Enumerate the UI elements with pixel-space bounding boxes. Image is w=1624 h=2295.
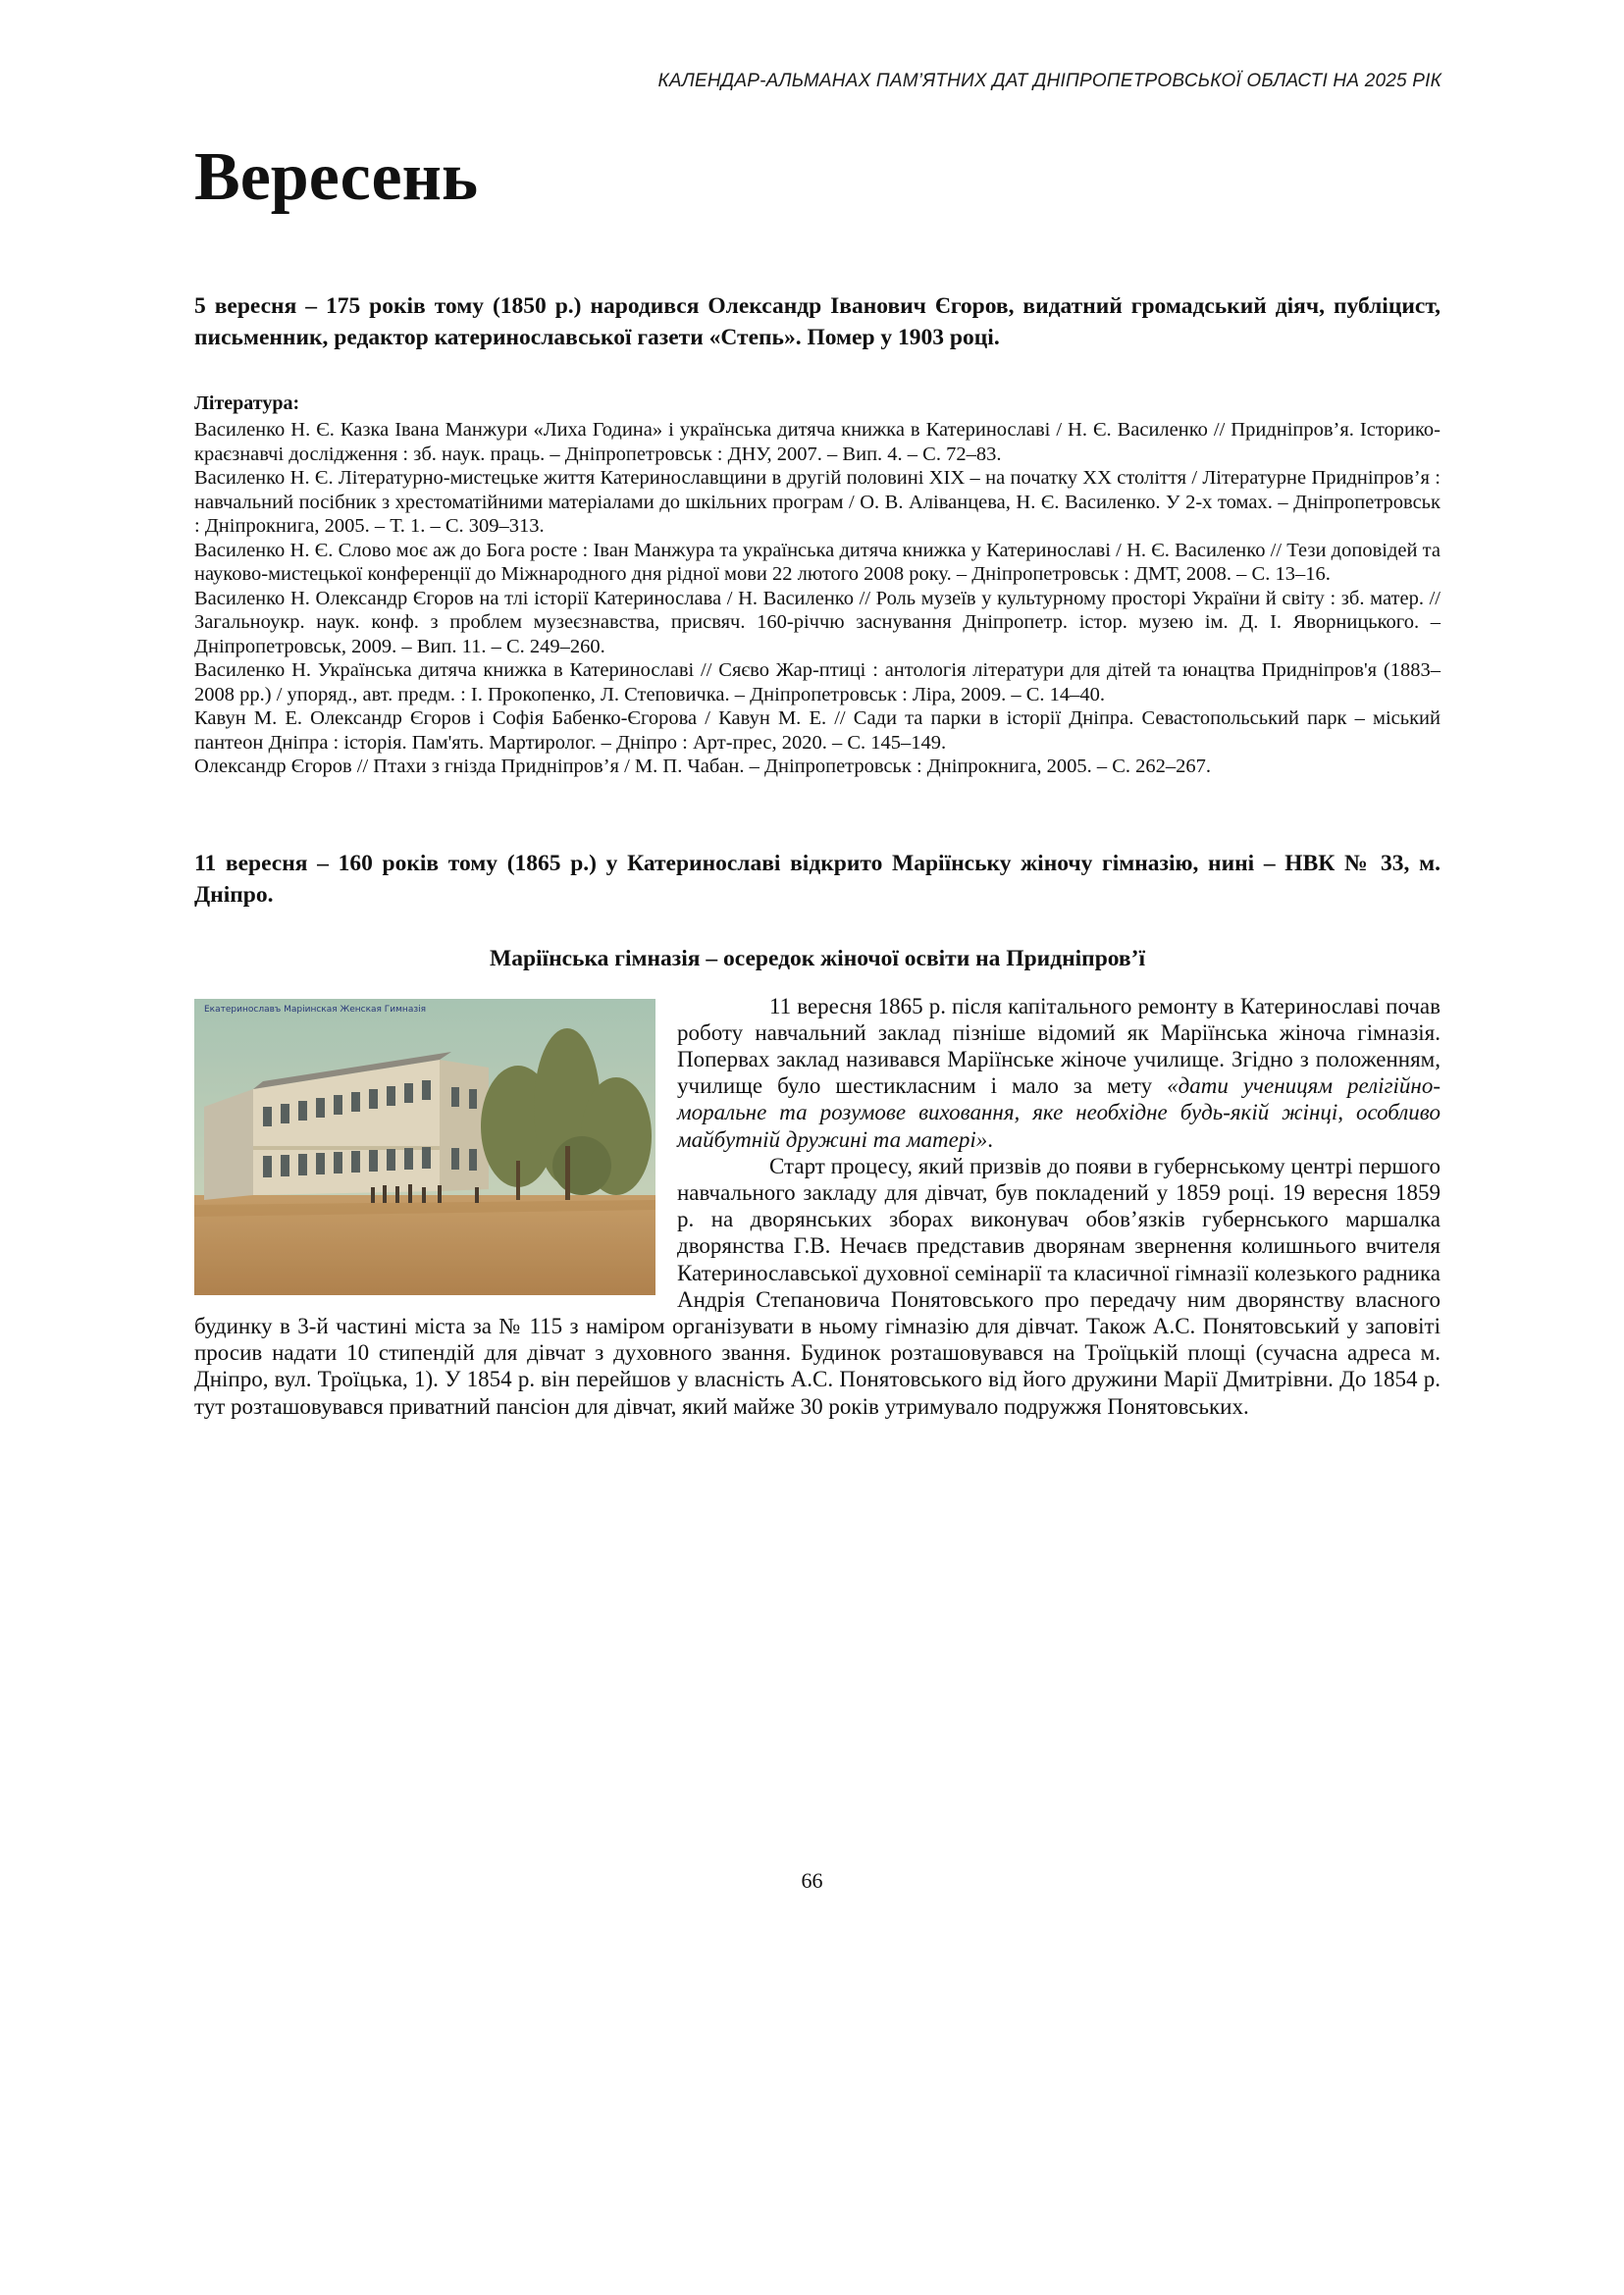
paragraph-1-end: .: [987, 1126, 993, 1152]
photo-caption: Екатеринославъ Маріинская Женская Гимназія: [204, 1004, 427, 1015]
literature-item: Василенко Н. Є. Слово моє аж до Бога росте : Іван Манжура та українська дитяча книжка у Катеринославі / Н. Є. Василенко // Тези доповідей та науково-мистецької конференції до Міжнародного дня рідної мови 22 лютого 2008 року. – Дніпропетровськ : ДМТ, 2008. – С. 13–16.: [194, 539, 1441, 585]
literature-item: Василенко Н. Українська дитяча книжка в Катеринославі // Сяєво Жар-птиці : антологія літератури для дітей та юнацтва Придніпров'я (1883–2008 рр.) / упоряд., авт. предм. : І. Прокопенко, Л. Степовичка. – Дніпропетровськ : Ліра, 2009. – С. 14–40.: [194, 659, 1441, 705]
page-content: [194, 137, 1441, 1420]
article-body: [194, 993, 1441, 1420]
month-title: Вересень: [194, 139, 478, 215]
paragraph-1-text: 11 вересня 1865 р. після капітального ремонту в Катеринославі почав роботу навчальний заклад пізніше відомий як Маріїнська жіноча гімназія. Попервах заклад називався Маріїнське жіноче училище. Згідно з положенням, училище було шестикласним і мало за мету: [677, 993, 1441, 1099]
literature-item: Кавун М. Е. Олександр Єгоров і Софія Бабенко-Єгорова / Кавун М. Е. // Сади та парки в історії Дніпра. Севастопольський парк – міський пантеон Дніпра : історія. Пам'ять. Мартиролог. – Дніпро : Арт-прес, 2020. – С. 145–149.: [194, 707, 1441, 754]
event-heading-2: 11 вересня – 160 років тому (1865 р.) у Катеринославі відкрито Маріїнську жіночу гімназію, нині – НВК № 33, м. Дніпро.: [194, 850, 1441, 908]
event-section-2: [194, 848, 1441, 1420]
paragraph-1-quote: «дати ученицям релігійно-моральне та розумове виховання, яке необхідне будь-якій жінці, особливо майбутній дружині та матері»: [677, 1073, 1441, 1152]
literature-item: Олександр Єгоров // Птахи з гнізда Придніпров’я / М. П. Чабан. – Дніпропетровськ : Дніпрокнига, 2005. – С. 262–267.: [194, 756, 1212, 777]
literature-item: Василенко Н. Є. Казка Івана Манжури «Лиха Година» і українська дитяча книжка в Катеринославі / Н. Є. Василенко // Придніпров’я. Історико-краєзнавчі дослідження : зб. наук. праць. – Дніпропетровськ : ДНУ, 2007. – Вип. 4. – С. 72–83.: [194, 419, 1441, 465]
literature-label: Література:: [194, 392, 300, 414]
literature-item: Василенко Н. Є. Літературно-мистецьке життя Катеринославщини в другій половині ХІХ – на початку ХХ століття / Літературне Придніпров’я : навчальний посібник з хрестоматійними матеріалами до шкільних програм / О. В. Аліванцева, Н. Є. Василенко. У 2-х томах. – Дніпропетровськ : Дніпрокнига, 2005. – Т. 1. – С. 309–313.: [194, 467, 1441, 537]
running-header: КАЛЕНДАР-АЛЬМАНАХ ПАМ’ЯТНИХ ДАТ ДНІПРОПЕТРОВСЬКОЇ ОБЛАСТІ НА 2025 РІК: [657, 71, 1441, 91]
literature-list: [194, 418, 1441, 779]
page-number: 66: [801, 1868, 823, 1893]
event-section-1: [194, 290, 1441, 779]
literature-item: Василенко Н. Олександр Єгоров на тлі історії Катеринослава / Н. Василенко // Роль музеїв у культурному просторі України й світу : зб. матер. // Загальноукр. наук. конф. з проблем музеєзнавства, присвяч. 160-річчю заснування Дніпропетр. істор. музею ім. Д. І. Яворницького. – Дніпропетровськ, 2009. – Вип. 11. – С. 249–260.: [194, 587, 1441, 657]
article-title: Маріїнська гімназія – осередок жіночої освіти на Придніпров’ї: [490, 945, 1145, 971]
article-paragraph-2: Старт процесу, який призвів до появи в губернському центрі першого навчального закладу для дівчат, був покладений у 1859 році. 19 вересня 1859 р. на дворянських зборах виконувач обов’язків губернського маршалка дворянства Г.В. Нечаєв представив дворянам звернення колишнього вчителя Катеринославської духовної семінарії та класичної гімназії колезького радника Андрія Степановича Понятовського про передачу ним дворянству власного будинку в 3-й частині міста за № 115 з наміром організувати в ньому гімназію для дівчат. Також А.С. Понятовський у заповіті просив надати 10 стипендій для дівчат з духовного звання. Будинок розташовувався на Троїцькій площі (сучасна адреса м. Дніпро, вул. Троїцька, 1). У 1854 р. він перейшов у власність А.С. Понятовського від його дружини Марії Дмитрівни. До 1854 р. тут розташовувався приватний пансіон для дівчат, який майже 30 років утримувало подружжя Понятовських.: [194, 1153, 1441, 1419]
gymnasium-photo: [194, 999, 655, 1295]
event-heading-1: 5 вересня – 175 років тому (1850 р.) народився Олександр Іванович Єгоров, видатний громадський діяч, публіцист, письменник, редактор катеринославської газети «Степь». Помер у 1903 році.: [194, 293, 1441, 350]
